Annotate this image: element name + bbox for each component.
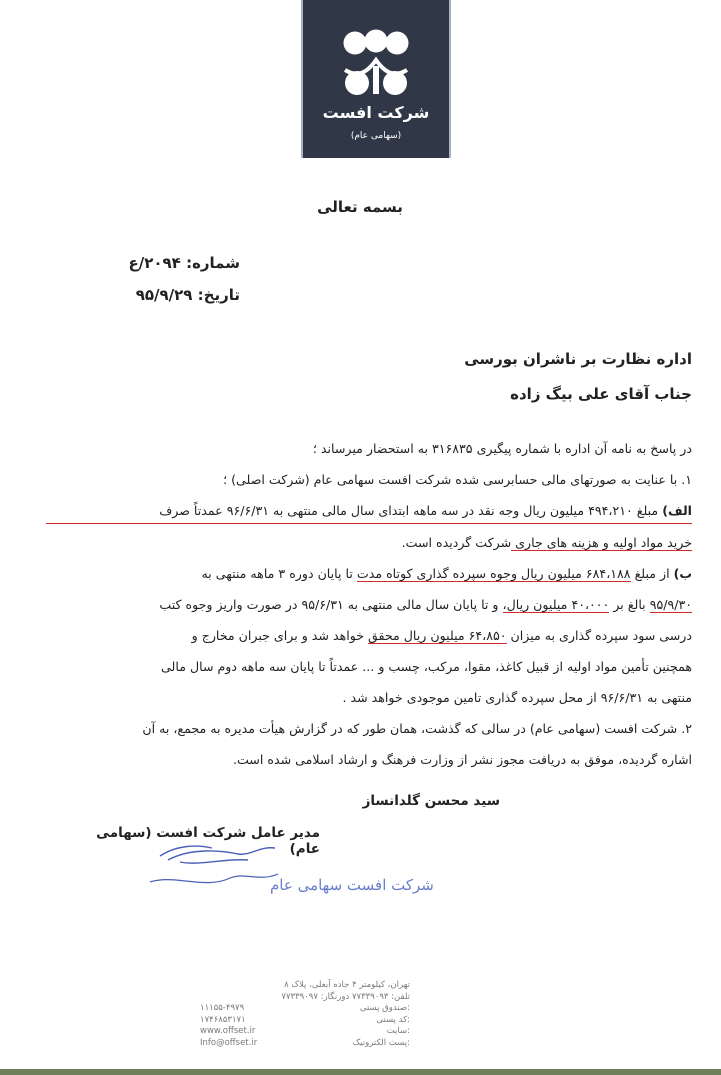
footer-site-value[interactable]: www.offset.ir (200, 1026, 256, 1036)
alef-line-1 (40, 496, 692, 527)
be-text-1c: تا پایان دوره ۳ ماهه منتهی به (201, 566, 357, 581)
alef-text-1: مبلغ ۴۹۴،۲۱۰ میلیون ریال وجه نقد در سه ماهه ابتدای سال مالی منتهی به ۹۶/۶/۳۱ عمدتاً صرف (159, 503, 663, 518)
alef-underline (46, 523, 692, 524)
be-text-2c-underlined: ۴۰،۰۰۰ میلیون ریال، (502, 597, 610, 612)
footer-website (200, 1026, 410, 1038)
be-label: ب) (673, 566, 692, 581)
be-text-3c: خواهد شد و برای جبران مخارج و (191, 628, 369, 643)
be-line-3 (40, 621, 692, 652)
footer-contact (200, 980, 410, 1049)
alef-text-2: شرکت گردیده است. (401, 535, 512, 550)
footer-email-label: پست الکترونیک: (352, 1037, 410, 1048)
be-line-2 (40, 590, 692, 621)
signer-title: مدیر عامل شرکت افست (سهامی عام) (96, 825, 320, 857)
be-text-2b: بالغ بر (609, 597, 650, 612)
footer-postcode-value: ۱۷۴۶۸۵۳۱۷۱ (200, 1014, 246, 1025)
footer-postcode (200, 1015, 410, 1027)
be-text-2a-underlined: ۹۵/۹/۳۰ (649, 597, 692, 612)
footer-postbox-label: صندوق پستی: (359, 1003, 410, 1013)
be-line-4: همچنین تأمین مواد اولیه از قبیل کاغذ، مقوا، مرکب، چسب و ... عمدتاً تا پایان سه ماهه دوم سال مالی (161, 659, 692, 674)
company-logo (301, 0, 451, 158)
alef-label: الف) (662, 503, 692, 518)
footer-phone: تلفن: ۷۷۳۳۹۰۹۳ دورنگار: ۷۷۳۳۹۰۹۷ (281, 991, 410, 1002)
letter-date: تاریخ: ۹۵/۹/۲۹ (135, 286, 240, 304)
bottom-border-bar (0, 1069, 721, 1075)
alef-line-2 (40, 528, 692, 559)
signature-stamp-text: شرکت افست سهامی عام (270, 876, 434, 894)
item2-line-2: اشاره گردیده، موفق به دریافت مجوز نشر از وزارت فرهنگ و ارشاد اسلامی شده است. (232, 752, 692, 767)
item1-intro: ۱. با عنایت به صورتهای مالی حسابرسی شده شرکت افست سهامی عام (شرکت اصلی) ؛ (223, 472, 692, 487)
footer-postbox-value: ۱۱۱۵۵-۴۹۷۹ (200, 1003, 245, 1013)
alef-text-2-underlined: خرید مواد اولیه و هزینه های جاری (511, 535, 692, 550)
letter-number: شماره: ۲۰۹۴/ع (128, 254, 240, 272)
item2-line-1: ۲. شرکت افست (سهامی عام) در سالی که گذشت، همان طور که در گزارش هیأت مدیره به مجمع، به آن (142, 721, 692, 736)
footer-address: تهران، کیلومتر ۴ جاده آبعلی، پلاک ۸ (284, 980, 410, 990)
recipient-office: اداره نظارت بر ناشران بورسی (464, 350, 692, 368)
logo-circles-icon (343, 30, 409, 100)
footer-email (200, 1038, 410, 1050)
intro-paragraph: در پاسخ به نامه آن اداره با شماره پیگیری ۳۱۶۸۳۵ به استحضار میرساند ؛ (312, 441, 692, 456)
logo-company-name: شرکت افست (322, 103, 430, 122)
be-line-5: منتهی به ۹۶/۶/۳۱ از محل سپرده گذاری تامین موجودی خواهد شد . (342, 690, 692, 705)
be-text-1b-underlined: ۶۸۴،۱۸۸ میلیون ریال وجوه سپرده گذاری کوتاه مدت (356, 566, 631, 581)
footer-email-value[interactable]: Info@offset.ir (200, 1037, 258, 1048)
be-line-1 (40, 559, 692, 590)
logo-company-type: (سهامی عام) (350, 131, 402, 141)
be-text-3a: درسی سود سپرده گذاری به میزان (506, 628, 692, 643)
be-text-1a: از مبلغ (630, 566, 674, 581)
footer-postbox (200, 1003, 410, 1015)
be-text-2d: و تا پایان سال مالی منتهی به ۹۵/۶/۳۱ در صورت واریز وجوه کتب (159, 597, 503, 612)
be-text-3b-underlined: ۶۴،۸۵۰ میلیون ریال محقق (368, 628, 507, 643)
recipient-name: جناب آقای علی بیگ زاده (510, 385, 692, 403)
signer-name: سید محسن گلدانساز (362, 793, 500, 809)
footer-postcode-label: کد پستی: (376, 1014, 410, 1025)
footer-site-label: سایت: (386, 1026, 410, 1036)
basmala: بسمه تعالی (317, 198, 403, 216)
